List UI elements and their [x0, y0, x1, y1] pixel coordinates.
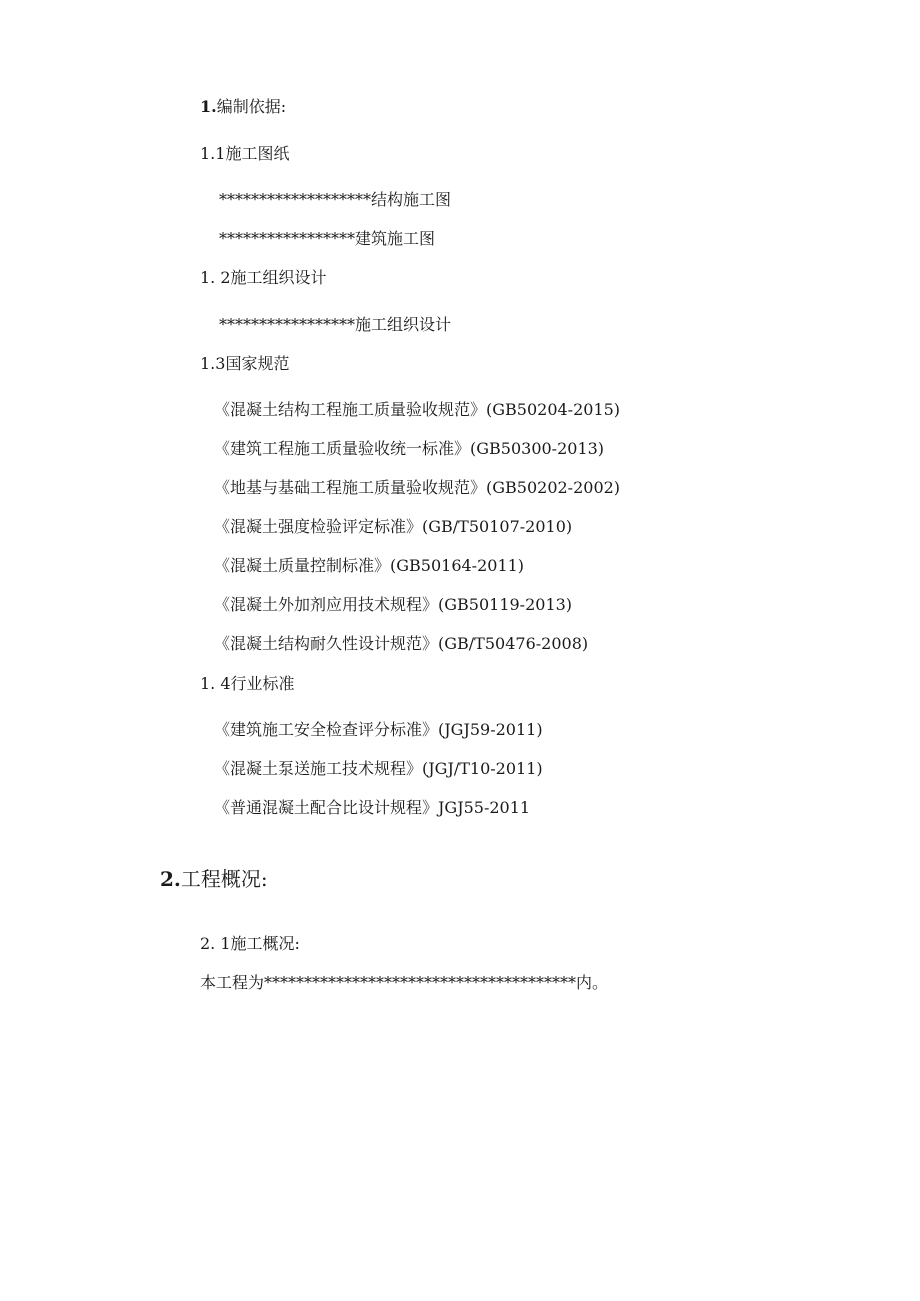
list-item: 《混凝土质量控制标准》(GB50164-2011) [214, 556, 525, 575]
list-item: 《地基与基础工程施工质量验收规范》(GB50202-2002) [214, 478, 621, 497]
list-item: *******************结构施工图 [219, 190, 452, 209]
list-item: 《混凝土强度检验评定标准》(GB/T50107-2010) [214, 517, 573, 536]
section-2-number: 2. [160, 867, 181, 891]
list-item: 《混凝土外加剂应用技术规程》(GB50119-2013) [214, 595, 573, 614]
paragraph: 本工程为***************************************内。 [200, 973, 609, 992]
list-item: 《普通混凝土配合比设计规程》JGJ55-2011 [214, 798, 531, 817]
subsection-1-2-heading: 1. 2施工组织设计 [200, 268, 327, 287]
section-2-heading [160, 866, 268, 892]
section-1-title: 编制依据: [216, 97, 287, 116]
subsection-1-1-heading: 1.1施工图纸 [200, 144, 290, 163]
list-item: 《混凝土结构耐久性设计规范》(GB/T50476-2008) [214, 634, 589, 653]
section-1-number: 1. [200, 97, 217, 116]
subsection-1-3-heading: 1.3国家规范 [200, 354, 290, 373]
list-item: *****************建筑施工图 [219, 229, 436, 248]
subsection-2-1-heading: 2. 1施工概况: [200, 934, 300, 953]
list-item: 《建筑工程施工质量验收统一标准》(GB50300-2013) [214, 439, 605, 458]
section-2-title: 工程概况: [180, 867, 268, 891]
list-item: 《混凝土结构工程施工质量验收规范》(GB50204-2015) [214, 400, 621, 419]
section-1-heading [200, 97, 286, 117]
subsection-1-4-heading: 1. 4行业标准 [200, 674, 295, 693]
list-item: 《建筑施工安全检查评分标准》(JGJ59-2011) [214, 720, 543, 739]
list-item: *****************施工组织设计 [219, 315, 452, 334]
list-item: 《混凝土泵送施工技术规程》(JGJ/T10-2011) [214, 759, 543, 778]
